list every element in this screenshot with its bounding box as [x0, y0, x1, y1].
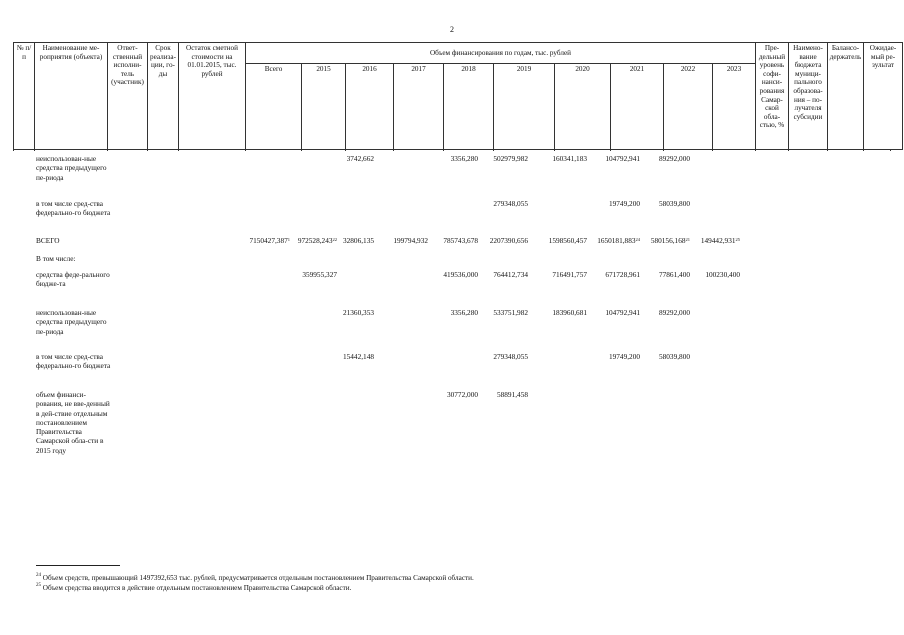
cell-value: 89292,000 — [658, 308, 690, 317]
table-cell — [308, 308, 374, 317]
cell-value: 104792,941 — [605, 308, 640, 317]
row-label: В том числе: — [36, 254, 76, 263]
table-cell — [462, 352, 528, 361]
cell-value: 104792,941 — [605, 154, 640, 163]
cell-value: 32806,135 — [342, 236, 374, 245]
cell-value: 279348,055 — [493, 199, 528, 208]
col-exec: Ответ-ственный исполни-тель (участник) — [108, 43, 148, 150]
col-term: Срок реализа-ции, го-ды — [148, 43, 179, 150]
cell-value: 1650181,883 — [597, 236, 636, 245]
column-divider — [34, 150, 35, 151]
cell-value: 279348,055 — [493, 352, 528, 361]
footnote-25 — [36, 584, 351, 592]
column-divider — [493, 150, 494, 151]
col-num: № п/п — [14, 43, 35, 150]
table-cell — [624, 352, 690, 361]
cell-value: 2207390,656 — [489, 236, 528, 245]
table-cell — [462, 154, 528, 163]
col-2016: 2016 — [346, 64, 394, 150]
table-cell — [462, 199, 528, 208]
cell-value: 100230,400 — [705, 270, 740, 279]
cell-value: 183960,681 — [552, 308, 587, 317]
column-divider — [301, 150, 302, 151]
column-divider — [178, 150, 179, 151]
column-divider — [107, 150, 108, 151]
cell-value: 1598560,457 — [548, 236, 587, 245]
col-2015: 2015 — [302, 64, 346, 150]
footnote-mark: 25 — [36, 583, 41, 588]
table-cell — [674, 270, 740, 279]
column-divider — [13, 150, 14, 151]
cell-value: 21360,353 — [342, 308, 374, 317]
table-cell — [462, 390, 528, 399]
footnote-ref: 25 — [735, 237, 740, 242]
cell-value: 972528,243 — [297, 236, 333, 245]
cell-value: 671728,961 — [605, 270, 640, 279]
footnote-text: Объем средства вводится в действие отдельным постановлением Правительства Самарской области. — [41, 584, 352, 592]
col-2019: 2019 — [494, 64, 555, 150]
row-label: неиспользован-ные средства предыдущего пе-риода — [36, 308, 107, 336]
cell-value: 716491,757 — [552, 270, 587, 279]
cell-value: 199794,932 — [393, 236, 428, 245]
footnote-ref: 22 — [332, 237, 337, 242]
col-2023: 2023 — [713, 64, 756, 150]
col-total: Всего — [246, 64, 302, 150]
footnote-ref: 21 — [685, 237, 690, 242]
col-financing: Объем финансирования по годам, тыс. рублей — [246, 43, 756, 64]
cell-value: 58891,458 — [496, 390, 528, 399]
footnote-24 — [36, 574, 474, 582]
cell-value: 419536,000 — [443, 270, 478, 279]
col-2021: 2021 — [611, 64, 664, 150]
col-result: Ожидае-мый ре-зультат — [864, 43, 903, 150]
row-label: неиспользован-ные средства предыдущего пе-риода — [36, 154, 107, 182]
table-cell — [308, 154, 374, 163]
cell-value: 58039,800 — [658, 352, 690, 361]
col-2020: 2020 — [555, 64, 611, 150]
column-divider — [147, 150, 148, 151]
footnote-ref: 24 — [635, 237, 640, 242]
page-number: 2 — [450, 25, 454, 34]
footnote-ref: 1 — [287, 237, 290, 242]
table-cell — [271, 270, 337, 279]
row-label: объем финанси-рования, не вве-денный в дей-ствие отдельным постановлением Правительства Самарской обла-сти в 2015 году — [36, 390, 110, 455]
column-divider — [788, 150, 789, 151]
row-label: в том числе сред-ства федерально-го бюджета — [36, 352, 111, 371]
cell-value: 77861,400 — [658, 270, 690, 279]
col-level: Пре-дельный уровень софи-нанси-рования Самар-ской обла-стью, % — [756, 43, 789, 150]
column-divider — [393, 150, 394, 151]
footnote-text: Объем средств, превышающий 1497392,653 тыс. рублей, предусматривается отдельным постановлением Правительства Самарской области. — [41, 574, 474, 582]
cell-value: 580156,168 — [650, 236, 686, 245]
column-divider — [890, 150, 891, 151]
cell-value: 502979,982 — [493, 154, 528, 163]
table-cell — [624, 199, 690, 208]
column-divider — [610, 150, 611, 151]
column-divider — [755, 150, 756, 151]
col-rest: Остаток сметной стоимости на 01.01.2015, тыс. рублей — [179, 43, 246, 150]
cell-value: 533751,982 — [493, 308, 528, 317]
table-header — [13, 42, 903, 150]
table-cell — [462, 308, 528, 317]
table-cell — [308, 352, 374, 361]
cell-value: 7150427,387 — [249, 236, 288, 245]
column-divider — [554, 150, 555, 151]
col-name: Наименование ме-роприятия (объекта) — [35, 43, 108, 150]
footnote-mark: 24 — [36, 573, 41, 578]
column-divider — [245, 150, 246, 151]
table-cell — [462, 236, 528, 245]
cell-value: 30772,000 — [446, 390, 478, 399]
cell-value: 19749,200 — [608, 352, 640, 361]
col-2022: 2022 — [664, 64, 713, 150]
cell-value: 3356,280 — [450, 308, 478, 317]
column-divider — [863, 150, 864, 151]
cell-value: 764412,734 — [493, 270, 528, 279]
cell-value: 3742,662 — [346, 154, 374, 163]
column-divider — [712, 150, 713, 151]
column-divider — [345, 150, 346, 151]
col-budget: Наимено-вание бюджета муници-пального образова-ния – по-лучателя субсидии — [789, 43, 828, 150]
row-label: ВСЕГО — [36, 236, 60, 245]
cell-value: 359955,327 — [302, 270, 337, 279]
table-cell — [674, 236, 740, 245]
row-label: средства феде-рального бюдже-та — [36, 270, 110, 289]
footnote-divider — [36, 565, 120, 566]
column-divider — [443, 150, 444, 151]
col-2018: 2018 — [444, 64, 494, 150]
col-holder: Балансо-держатель — [828, 43, 864, 150]
table-cell — [462, 270, 528, 279]
cell-value: 160341,183 — [552, 154, 587, 163]
cell-value: 149442,931 — [700, 236, 736, 245]
cell-value: 785743,678 — [443, 236, 478, 245]
cell-value: 19749,200 — [608, 199, 640, 208]
cell-value: 58039,800 — [658, 199, 690, 208]
cell-value: 3356,280 — [450, 154, 478, 163]
column-divider — [663, 150, 664, 151]
cell-value: 15442,148 — [342, 352, 374, 361]
col-2017: 2017 — [394, 64, 444, 150]
column-divider — [827, 150, 828, 151]
row-label: в том числе сред-ства федерально-го бюджета — [36, 199, 111, 218]
table-cell — [624, 154, 690, 163]
table-cell — [624, 308, 690, 317]
cell-value: 89292,000 — [658, 154, 690, 163]
